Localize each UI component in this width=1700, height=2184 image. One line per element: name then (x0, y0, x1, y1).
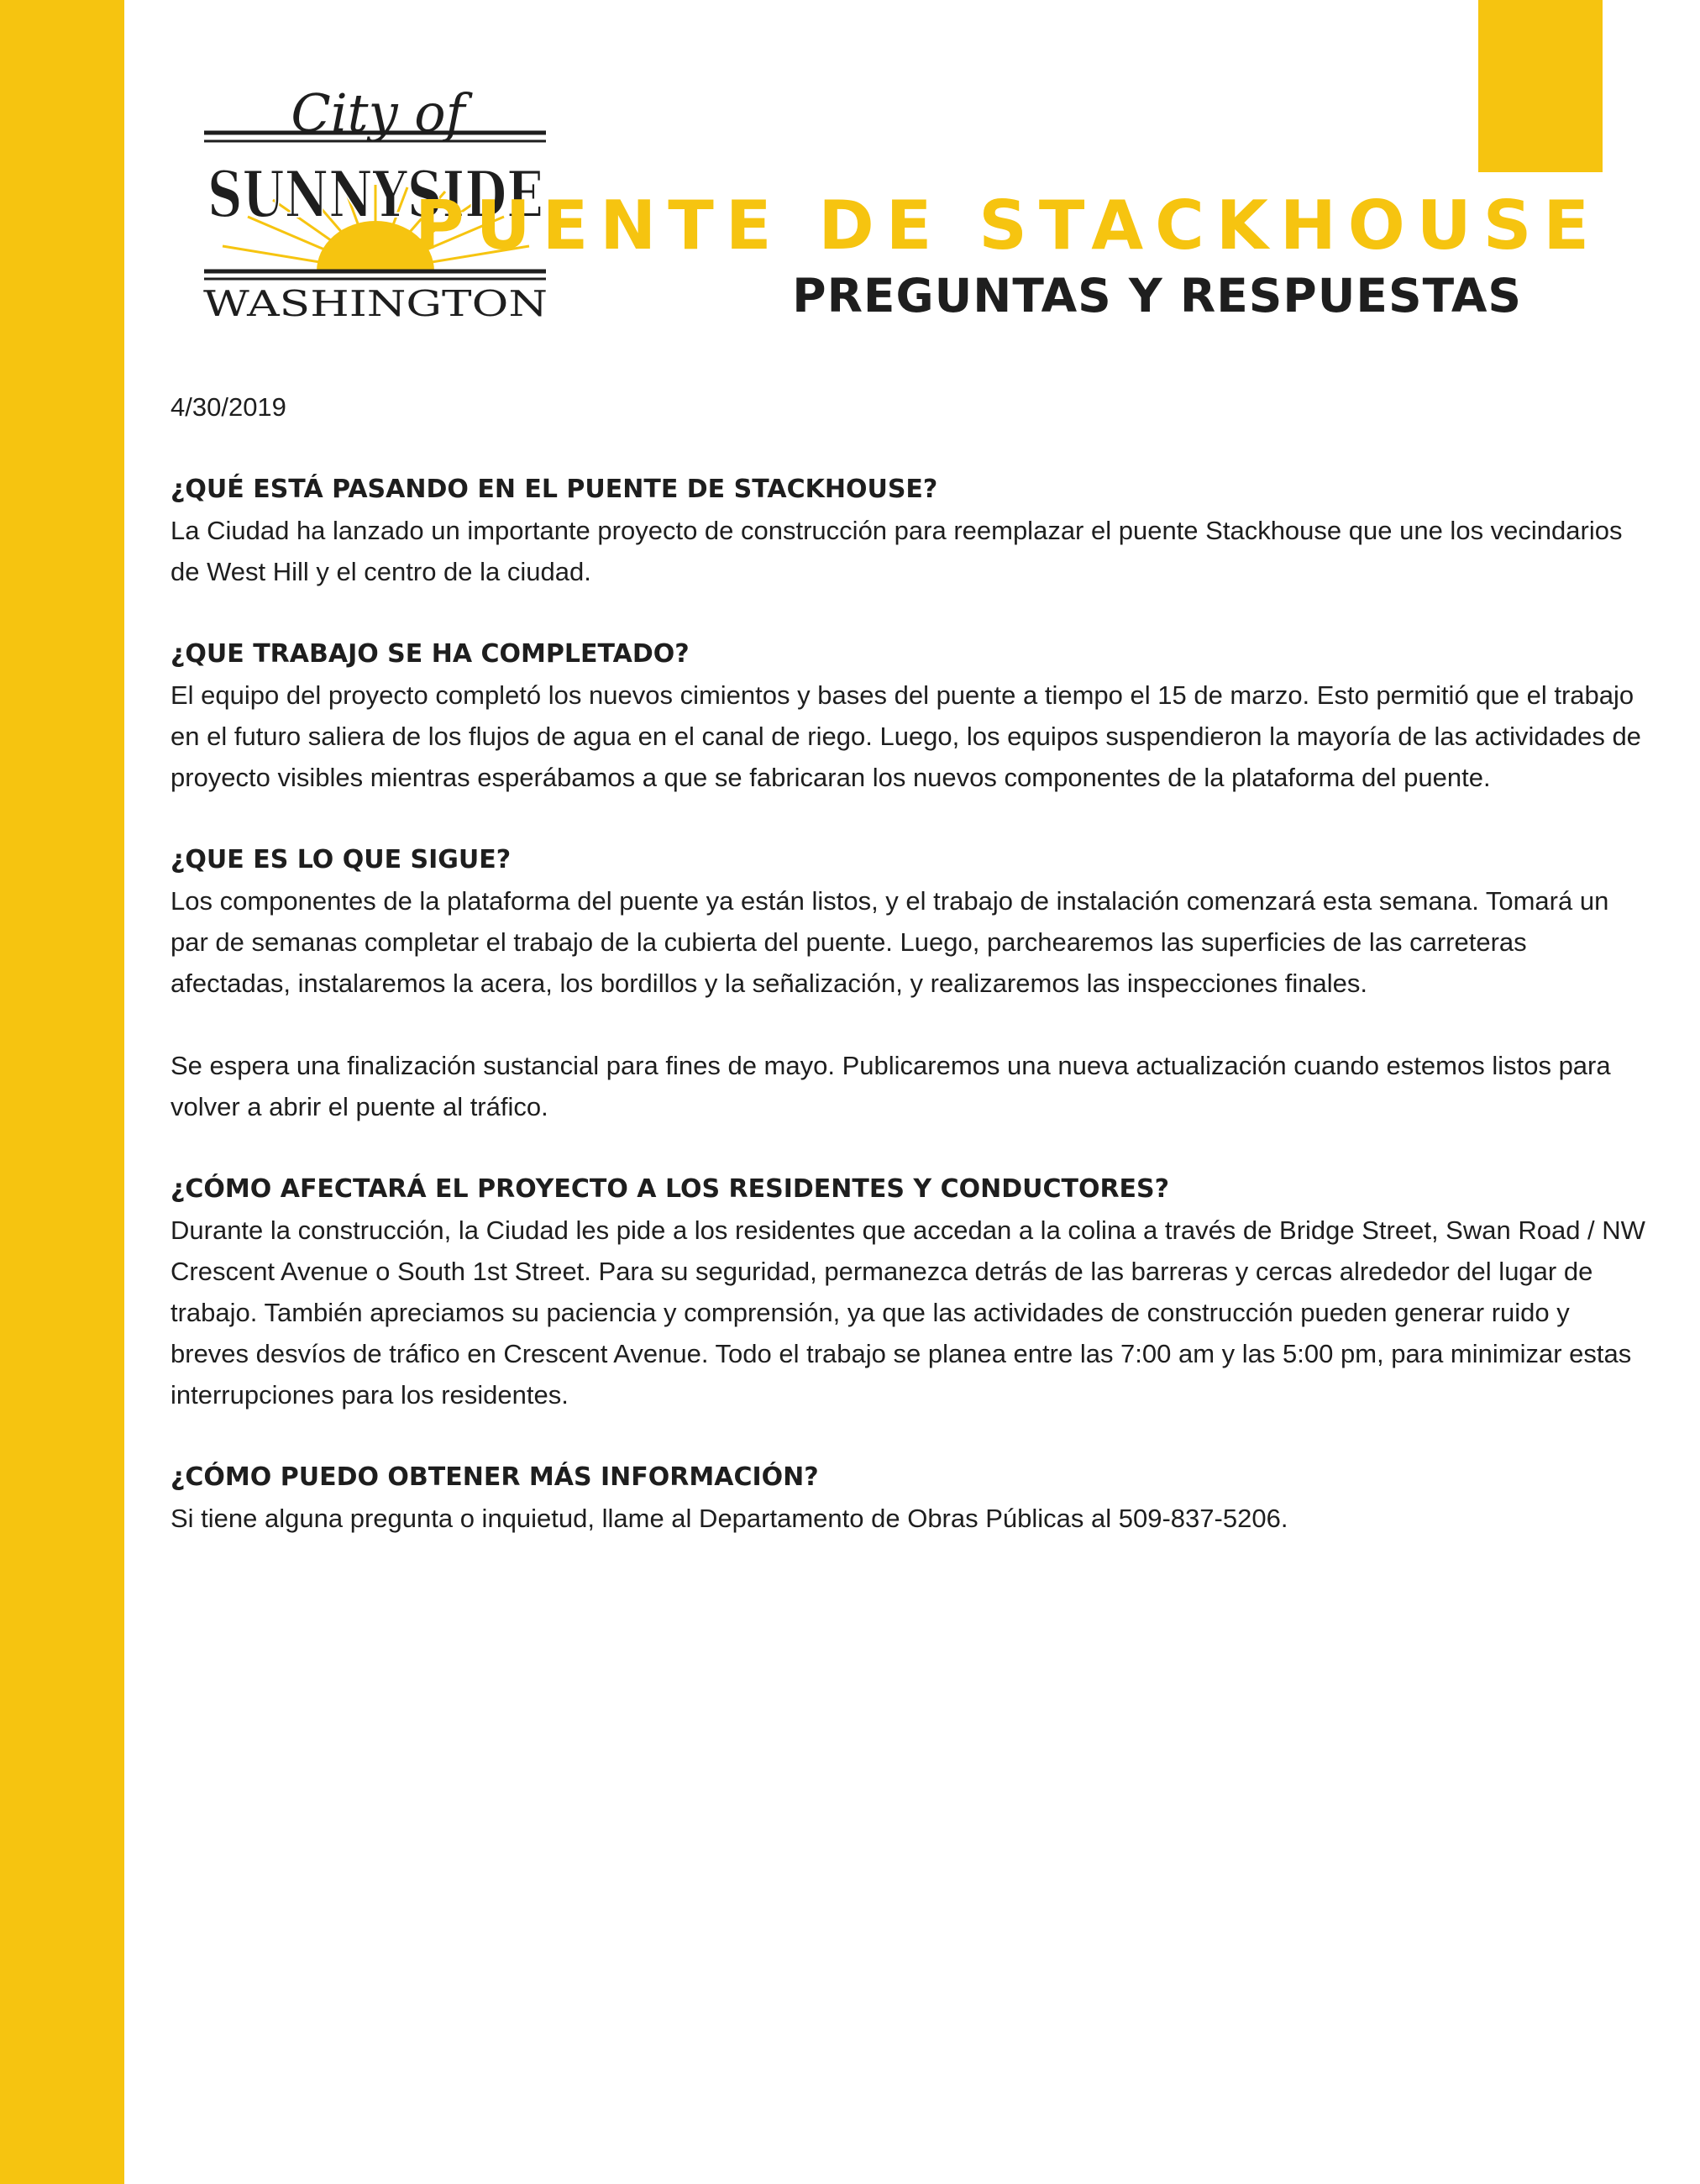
qa-section (171, 469, 1649, 592)
section-question: ¿QUE ES LO QUE SIGUE? (171, 845, 512, 874)
qa-section (171, 1168, 1649, 1415)
page-title: PUENTE DE STACKHOUSE (415, 186, 1601, 265)
section-answer: Los componentes de la plataforma del puente ya están listos, y el trabajo de instalación comenzará esta semana. Tomará un par de semanas completar el trabajo de la cubierta del puente. Luego, parchearemos las superficies de las carreteras afectadas, instalaremos la acera, los bordillos y la señalización, y realizaremos las inspecciones finales. (171, 886, 1609, 998)
qa-section (171, 633, 1649, 798)
section-answer: Si tiene alguna pregunta o inquietud, llame al Departamento de Obras Públicas al 509-837-5206. (171, 1504, 1288, 1533)
qa-section-continued (171, 1045, 1649, 1127)
section-answer: La Ciudad ha lanzado un importante proyecto de construcción para reemplazar el puente Stackhouse que une los vecindarios de West Hill y el centro de la ciudad. (171, 516, 1623, 586)
section-answer: Durante la construcción, la Ciudad les pide a los residentes que accedan a la colina a través de Bridge Street, Swan Road / NW Crescent Avenue o South 1st Street. Para su seguridad, permanezca detrás de las barreras y cercas alrededor del lugar de trabajo. También apreciamos su paciencia y comprensión, ya que las actividades de construcción pueden generar ruido y breves desvíos de tráfico en Crescent Avenue. Todo el trabajo se planea entre las 7:00 am y las 5:00 pm, para minimizar estas interrupciones para los residentes. (171, 1215, 1645, 1410)
svg-text:City of (291, 91, 473, 144)
section-answer: El equipo del proyecto completó los nuevos cimientos y bases del puente a tiempo el 15 de marzo. Esto permitió que el trabajo en el futuro saliera de los flujos de agua en el canal de riego. Luego, los equipos suspendieron la mayoría de las actividades de proyecto visibles mientras esperábamos a que se fabricaran los nuevos componentes de la plataforma del puente. (171, 680, 1641, 792)
section-question: ¿CÓMO AFECTARÁ EL PROYECTO A LOS RESIDENTES Y CONDUCTORES? (171, 1174, 1170, 1204)
document-body (171, 386, 1649, 1580)
logo-line1: City of (291, 91, 465, 144)
section-question: ¿QUE TRABAJO SE HA COMPLETADO? (171, 639, 690, 669)
section-answer: Se espera una finalización sustancial para fines de mayo. Publicaremos una nueva actualización cuando estemos listos para volver a abrir el puente al tráfico. (171, 1051, 1611, 1121)
left-accent-bar (0, 0, 124, 2184)
svg-text:WASHINGTON (203, 283, 548, 322)
logo-line3: WASHINGTON (203, 283, 548, 322)
section-question: ¿QUÉ ESTÁ PASANDO EN EL PUENTE DE STACKHOUSE? (171, 475, 938, 504)
qa-section (171, 1457, 1649, 1539)
corner-accent-block (1478, 0, 1603, 172)
publication-date: 4/30/2019 (171, 392, 286, 422)
logo-line2: SUNNYSIDE (207, 157, 543, 232)
page-subtitle: PREGUNTAS Y RESPUESTAS (792, 269, 1522, 323)
qa-section (171, 839, 1649, 1004)
section-question: ¿CÓMO PUEDO OBTENER MÁS INFORMACIÓN? (171, 1462, 819, 1492)
